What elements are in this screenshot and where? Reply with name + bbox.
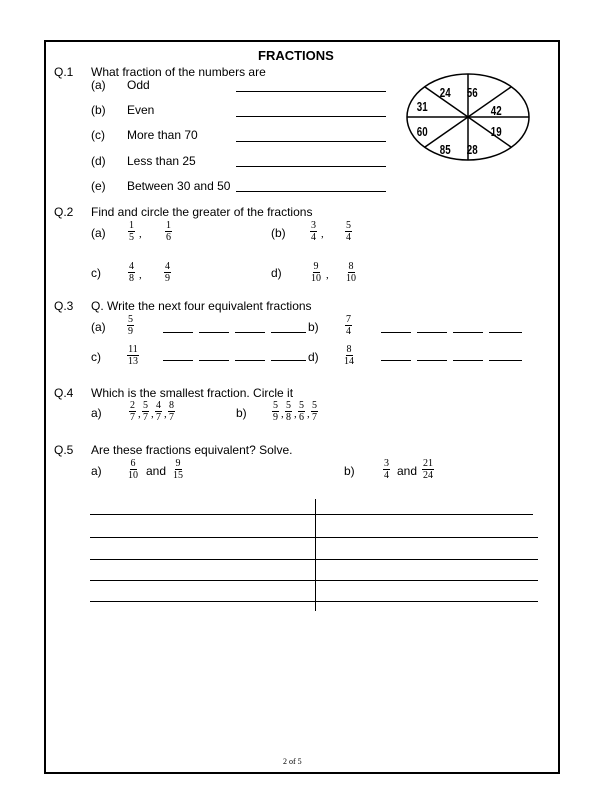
answer-blank[interactable] [381, 332, 411, 333]
q2-c-label: c) [91, 266, 101, 280]
fraction[interactable]: 8 7 [169, 400, 174, 423]
fraction[interactable]: 9 10 [311, 261, 321, 284]
q1-c-text: More than 70 [127, 128, 198, 142]
fraction[interactable]: 4 8 [129, 261, 134, 284]
fraction: 5 9 [128, 314, 133, 337]
answer-blank[interactable] [489, 332, 522, 333]
work-area-divider [315, 499, 316, 611]
wheel-number: 28 [466, 142, 478, 157]
q1-a-label: (a) [91, 78, 106, 92]
fraction: 3 4 [384, 458, 389, 481]
wheel-number: 85 [439, 142, 451, 157]
fraction[interactable]: 5 8 [286, 400, 291, 423]
q5-prompt: Are these fractions equivalent? Solve. [91, 443, 293, 457]
q1-d-text: Less than 25 [127, 154, 196, 168]
q4-number: Q.4 [54, 386, 74, 400]
wheel-number: 31 [416, 99, 428, 114]
answer-blank[interactable] [453, 332, 483, 333]
q1-b-answer-line[interactable] [236, 116, 386, 117]
fraction: 21 24 [423, 458, 433, 481]
q1-e-answer-line[interactable] [236, 191, 386, 192]
fraction[interactable]: 5 9 [273, 400, 278, 423]
answer-blank[interactable] [199, 332, 229, 333]
q2-d-label: d) [271, 266, 282, 280]
answer-blank[interactable] [453, 360, 483, 361]
q3-prompt: Q. Write the next four equivalent fractions [91, 299, 312, 313]
q4-b-label: b) [236, 406, 247, 420]
fraction: 8 14 [344, 344, 354, 367]
q1-a-answer-line[interactable] [236, 91, 386, 92]
q2-prompt: Find and circle the greater of the fractions [91, 205, 313, 219]
q1-e-text: Between 30 and 50 [127, 179, 231, 193]
fraction[interactable]: 5 7 [143, 400, 148, 423]
answer-blank[interactable] [417, 332, 447, 333]
fraction: 6 10 [128, 458, 138, 481]
q3-d-label: d) [308, 350, 319, 364]
q1-d-answer-line[interactable] [236, 166, 386, 167]
fraction[interactable]: 3 4 [311, 220, 316, 243]
fraction[interactable]: 1 6 [166, 220, 171, 243]
q1-d-label: (d) [91, 154, 106, 168]
q5-a-label: a) [91, 464, 102, 478]
q1-c-label: (c) [91, 128, 105, 142]
answer-blank[interactable] [163, 332, 193, 333]
fraction[interactable]: 4 7 [156, 400, 161, 423]
work-line[interactable] [90, 580, 538, 581]
fraction: 11 13 [128, 344, 138, 367]
page-number: 2 of 5 [283, 757, 302, 766]
answer-blank[interactable] [235, 332, 265, 333]
fraction[interactable]: 5 4 [346, 220, 351, 243]
answer-blank[interactable] [235, 360, 265, 361]
q2-number: Q.2 [54, 205, 74, 219]
answer-blank[interactable] [271, 332, 306, 333]
q1-b-label: (b) [91, 103, 106, 117]
fraction[interactable]: 8 10 [346, 261, 356, 284]
q3-c-label: c) [91, 350, 101, 364]
q3-a-label: (a) [91, 320, 106, 334]
answer-blank[interactable] [381, 360, 411, 361]
wheel-number: 56 [466, 85, 478, 100]
q5-number: Q.5 [54, 443, 74, 457]
answer-blank[interactable] [199, 360, 229, 361]
fraction: 7 4 [346, 314, 351, 337]
work-line[interactable] [90, 601, 538, 602]
fraction[interactable]: 4 9 [165, 261, 170, 284]
q4-a-label: a) [91, 406, 102, 420]
q1-number: Q.1 [54, 65, 74, 79]
answer-blank[interactable] [163, 360, 193, 361]
work-line[interactable] [90, 559, 538, 560]
q4-prompt: Which is the smallest fraction. Circle it [91, 386, 294, 400]
answer-blank[interactable] [489, 360, 522, 361]
wheel-number: 24 [439, 85, 451, 100]
q1-e-label: (e) [91, 179, 106, 193]
q1-c-answer-line[interactable] [236, 141, 386, 142]
fraction[interactable]: 2 7 [130, 400, 135, 423]
work-line[interactable] [90, 537, 538, 538]
q3-number: Q.3 [54, 299, 74, 313]
wheel-number: 42 [490, 103, 502, 118]
q3-b-label: b) [308, 320, 319, 334]
work-line[interactable] [90, 514, 533, 515]
and-text: and [146, 464, 167, 478]
q1-b-text: Even [127, 103, 155, 117]
q5-b-label: b) [344, 464, 355, 478]
q2-a-label: (a) [91, 226, 106, 240]
page-title: FRACTIONS [258, 48, 334, 63]
answer-blank[interactable] [271, 360, 306, 361]
fraction: 9 15 [173, 458, 183, 481]
answer-blank[interactable] [417, 360, 447, 361]
fraction[interactable]: 1 5 [129, 220, 134, 243]
q1-a-text: Odd [127, 78, 150, 92]
fraction[interactable]: 5 6 [299, 400, 304, 423]
q2-b-label: (b) [271, 226, 286, 240]
fraction[interactable]: 5 7 [312, 400, 317, 423]
and-text: and [397, 464, 418, 478]
wheel-number: 19 [490, 124, 502, 139]
q1-prompt: What fraction of the numbers are [91, 65, 266, 79]
wheel-number: 60 [416, 124, 428, 139]
